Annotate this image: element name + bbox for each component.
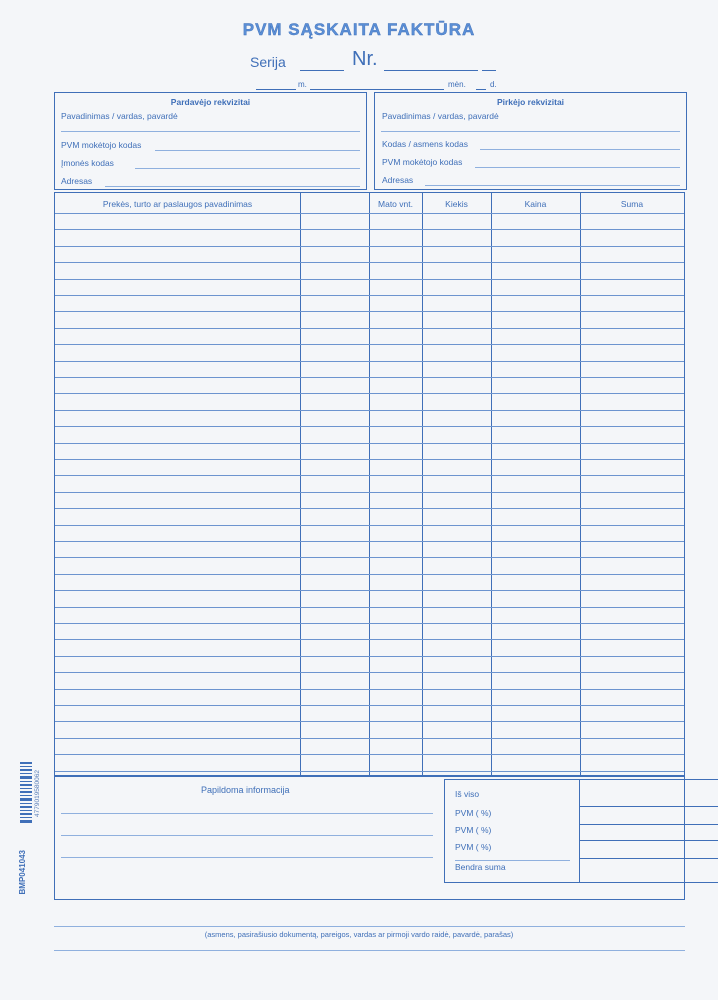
product-code: BMP041043 [18,850,27,895]
totals-row-line [579,824,718,825]
seller-vat-line[interactable] [155,150,360,151]
additional-info-line[interactable] [61,835,433,836]
col-divider [580,193,581,775]
table-row-line [55,377,684,378]
header-unit: Mato vnt. [378,199,413,209]
table-row-line [55,311,684,312]
table-row-line [55,328,684,329]
barcode-digits: 4779019580062 [34,770,41,817]
col-divider [369,193,370,775]
table-row-line [55,639,684,640]
seller-name-line[interactable] [61,131,360,132]
table-row-line [55,705,684,706]
table-row-line [55,213,684,214]
vat-label-3: PVM ( %) [455,842,492,852]
totals-row-line [579,840,718,841]
header-quantity: Kiekis [445,199,468,209]
table-row-line [55,426,684,427]
signature-line[interactable] [54,926,685,927]
table-row-line [55,443,684,444]
vat-label-2: PVM ( %) [455,825,492,835]
year-input-line[interactable] [256,89,296,90]
additional-info-line[interactable] [61,857,433,858]
additional-info-line[interactable] [61,813,433,814]
seller-name-label: Pavadinimas / vardas, pavardė [61,111,178,121]
month-input-line[interactable] [310,89,444,90]
seller-code-label: Įmonės kodas [61,158,114,168]
table-row-line [55,771,684,772]
table-row-line [55,295,684,296]
grand-total-label: Bendra suma [455,862,506,872]
table-row-line [55,459,684,460]
table-row-line [55,525,684,526]
signature-line-2[interactable] [54,950,685,951]
buyer-code-label: Kodas / asmens kodas [382,139,468,149]
table-row-line [55,229,684,230]
table-row-line [55,393,684,394]
year-label: m. [298,80,307,89]
nr-input-line[interactable] [384,70,478,71]
table-row-line [55,754,684,755]
total-field-underline [455,860,570,861]
date-row [0,78,718,92]
vat-label-1: PVM ( %) [455,808,492,818]
buyer-name-line[interactable] [381,131,680,132]
col-divider [491,193,492,775]
serija-row [0,50,718,76]
table-row-line [55,607,684,608]
table-row-line [55,262,684,263]
header-item-name: Prekės, turto ar paslaugos pavadinimas [102,199,253,209]
buyer-title: Pirkėjo rekvizitai [496,97,565,107]
day-input-line[interactable] [476,89,486,90]
table-row-line [55,623,684,624]
table-row-line [55,475,684,476]
barcode-icon [20,762,32,826]
table-row-line [55,279,684,280]
header-sum: Suma [620,199,644,209]
nr-label: Nr. [352,48,378,70]
items-table [54,192,685,776]
buyer-address-label: Adresas [382,175,414,185]
table-row-line [55,361,684,362]
seller-vat-label: PVM mokėtojo kodas [61,140,142,150]
bottom-section [54,776,685,900]
buyer-name-label: Pavadinimas / vardas, pavardė [382,111,499,121]
buyer-box [374,92,687,190]
table-row-line [55,492,684,493]
day-label: d. [490,80,497,89]
serija-input-line[interactable] [300,70,344,71]
table-row-line [55,541,684,542]
table-row-line [55,656,684,657]
totals-divider [579,780,580,882]
month-label: mėn. [448,80,466,89]
table-row-line [55,344,684,345]
table-row-line [55,574,684,575]
total-label: Iš viso [455,789,480,799]
table-row-line [55,410,684,411]
table-row-line [55,508,684,509]
seller-address-label: Adresas [61,176,93,186]
col-divider [300,193,301,775]
col-divider [422,193,423,775]
table-row-line [55,557,684,558]
table-row-line [55,590,684,591]
seller-address-line[interactable] [105,186,360,187]
seller-code-line[interactable] [135,168,360,169]
table-row-line [55,689,684,690]
buyer-address-line[interactable] [425,185,680,186]
table-row-line [55,738,684,739]
totals-box [444,779,718,883]
totals-row-line [579,858,718,859]
buyer-code-line[interactable] [480,149,680,150]
table-row-line [55,246,684,247]
nr-input-line-2[interactable] [482,70,496,71]
page-title: PVM SĄSKAITA FAKTŪRA [242,20,476,39]
serija-label: Serija [250,54,286,70]
totals-row-line [579,806,718,807]
table-row-line [55,672,684,673]
additional-info-label: Papildoma informacija [201,785,290,795]
seller-box [54,92,367,190]
buyer-vat-line[interactable] [475,167,680,168]
signature-caption: (asmens, pasirašiusio dokumentą, pareigos, vardas ar pirmoji vardo raidė, pavardė, parašas) [204,930,514,939]
header-price: Kaina [524,199,547,209]
table-row-line [55,721,684,722]
seller-title: Pardavėjo rekvizitai [170,97,251,107]
buyer-vat-label: PVM mokėtojo kodas [382,157,463,167]
